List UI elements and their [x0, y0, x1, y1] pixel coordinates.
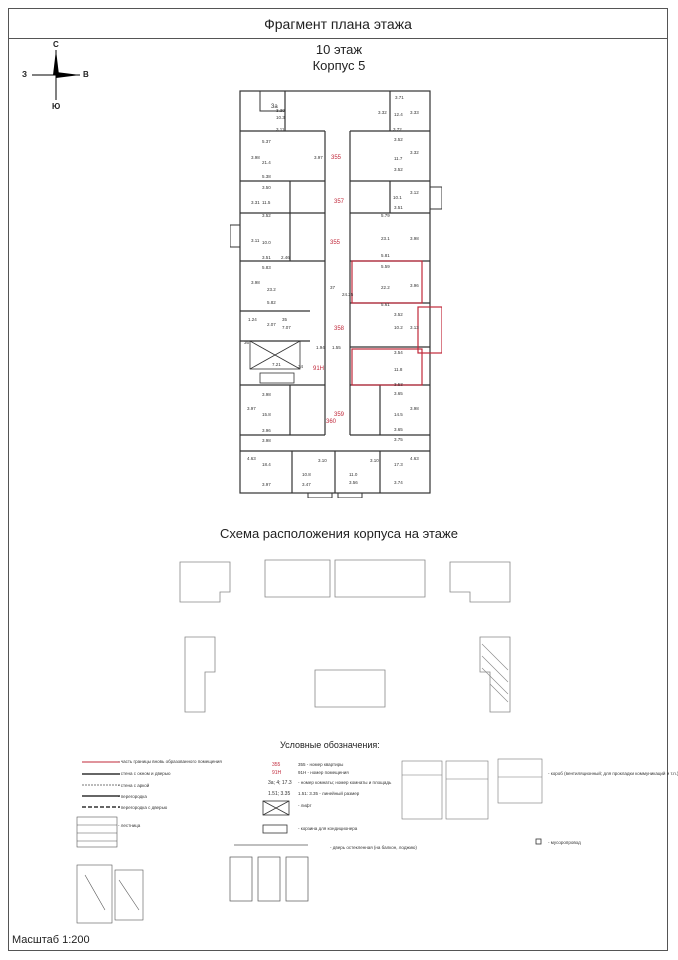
area-label: 12.4 [394, 112, 403, 117]
dim-label: 3.96 [410, 283, 419, 288]
legend-line-samples [82, 758, 122, 818]
dim-label: 7.21 [272, 362, 281, 367]
ac-basket-icon [262, 824, 292, 834]
dim-label: 3.71 [395, 95, 404, 100]
dim-label: 2.07 [267, 322, 276, 327]
area-label: 10.8 [302, 472, 311, 477]
dim-label: 3.51 [262, 255, 271, 260]
dim-label: 3.50 [262, 185, 271, 190]
dim-label: 4.63 [247, 456, 256, 461]
area-label: 10.2 [394, 325, 403, 330]
dim-label: 5.83 [262, 265, 271, 270]
dim-label: 1.94 [316, 345, 325, 350]
dim-label: 3.53 [394, 382, 403, 387]
legend-sample-premise: 91Н [272, 770, 282, 776]
dim-label: 3.74 [394, 480, 403, 485]
sheet-title: Фрагмент плана этажа [9, 9, 667, 39]
dim-label: 3.96 [262, 428, 271, 433]
legend-wall-window: - стена с окном и дверью [118, 771, 171, 776]
dim-label: 3.10 [318, 458, 327, 463]
dim-label: 3.10 [370, 458, 379, 463]
dim-label: 5.82 [267, 300, 276, 305]
area-label: 18.4 [262, 462, 271, 467]
legend-premise: 91Н - номер помещения [298, 770, 349, 775]
room-label: 34 [298, 364, 304, 369]
legend-dimension: 1.51: 3.35 - линейный размер [298, 791, 360, 796]
legend-glazed-door: - дверь остекленная (на балкон, лоджию) [330, 845, 417, 850]
legend-room: - номер комнаты; номер комнаты и площадь [298, 780, 392, 785]
legend-sample-room: 3а; 4; 17.3 [268, 780, 292, 786]
apartment-number: 355 [331, 155, 342, 161]
dim-label: 5.61 [381, 302, 390, 307]
dim-label: 3.31 [251, 200, 260, 205]
area-label: 15.8 [262, 412, 271, 417]
legend-title: Условные обозначения: [280, 740, 380, 750]
dim-label: 4.63 [410, 456, 419, 461]
dim-label: 3.65 [394, 391, 403, 396]
dim-label: 3.98 [410, 406, 419, 411]
area-label: 22.2 [381, 285, 390, 290]
dim-label: 1.24 [248, 317, 257, 322]
area-label: 7.07 [282, 325, 291, 330]
room-label: 37 [330, 285, 336, 290]
dim-label: 5.38 [262, 174, 271, 179]
dim-label: 3.65 [394, 427, 403, 432]
building-location-scheme [170, 552, 520, 727]
dim-label: 3.47 [302, 482, 311, 487]
dim-label: 3.52 [394, 312, 403, 317]
dim-label: 5.59 [381, 264, 390, 269]
area-label: 21.4 [262, 160, 271, 165]
apartment-number: 359 [334, 412, 345, 418]
area-label: 17.3 [394, 462, 403, 467]
dim-label: 3.97 [314, 155, 323, 160]
legend-duct: - короб (вентиляционный; для прокладки коммуникаций и т.п.) [548, 771, 678, 776]
legend-partition: - перегородка [118, 794, 147, 799]
dim-label: 3.13 [410, 325, 419, 330]
dim-label: 1.55 [332, 345, 341, 350]
dim-label: 3.12 [410, 190, 419, 195]
legend-glazed-door-samples [228, 843, 328, 903]
area-label: 14.5 [394, 412, 403, 417]
building-label: Корпус 5 [312, 58, 366, 73]
legend-lift: - лифт [298, 803, 312, 808]
apartment-number: 360 [326, 419, 337, 425]
legend-partition-door: - перегородка с дверью [118, 805, 168, 810]
balcony-label: 3а [271, 104, 278, 110]
dim-label: 2.46 [281, 255, 290, 260]
area-label: 11.0 [349, 472, 358, 477]
dim-label: 3.11 [276, 127, 285, 132]
legend-sample-dimension: 1.51; 3.35 [268, 791, 291, 797]
dim-label: 3.98 [262, 392, 271, 397]
apartment-number: 357 [334, 199, 345, 205]
compass-east: В [83, 70, 89, 79]
dim-label: 3.72 [393, 127, 402, 132]
dim-label: 3.97 [262, 482, 271, 487]
dim-label: 5.81 [381, 253, 390, 258]
dim-label: 3.32 [378, 110, 387, 115]
floor-label: 10 этаж [315, 42, 363, 57]
dim-label: 3.75 [394, 437, 403, 442]
dim-label: 3.11 [251, 238, 260, 243]
compass [22, 40, 90, 110]
area-label: 23.2 [267, 287, 276, 292]
dim-label: 3.98 [262, 438, 271, 443]
area-label: 23.1 [381, 236, 390, 241]
dim-label: 24.25 [342, 292, 354, 297]
compass-rose-icon [22, 40, 90, 110]
dim-label: 5.79 [381, 213, 390, 218]
legend-duct-samples [398, 755, 546, 825]
scheme-title: Схема расположения корпуса на этаже [220, 526, 458, 541]
legend-ac-basket: - корзина для кондиционера [298, 826, 358, 831]
dim-label: 3.98 [251, 155, 260, 160]
area-label: 10.3 [276, 115, 285, 120]
apartment-number: 355 [330, 240, 341, 246]
dim-label: 3.97 [247, 406, 256, 411]
dim-label: 3.98 [251, 280, 260, 285]
area-label: 10.0 [262, 240, 271, 245]
dim-label: 3.56 [349, 480, 358, 485]
dim-label: 3.54 [394, 350, 403, 355]
lift-icon [262, 800, 292, 816]
floor-plan [230, 85, 442, 498]
room-label: 36 [244, 340, 250, 345]
legend-sample-apartment: 355 [272, 762, 281, 768]
dim-label: 3.32 [410, 150, 419, 155]
room-label: 35 [282, 317, 288, 322]
legend-chute: - мусоропровод [548, 840, 581, 845]
chute-icon [535, 838, 543, 846]
premise-number: 91Н [313, 366, 325, 372]
legend-wall-arch: - стена с аркой [118, 783, 150, 788]
legend-stairs: - лестница [118, 823, 141, 828]
area-label: 11.8 [394, 367, 403, 372]
compass-south: Ю [52, 102, 61, 111]
dim-label: 5.37 [262, 139, 271, 144]
legend-stair-samples [75, 815, 147, 927]
scale-label: Масштаб 1:200 [12, 934, 90, 946]
dim-label: 3.52 [262, 213, 271, 218]
area-label: 11.5 [262, 200, 271, 205]
area-label: 10.1 [393, 195, 402, 200]
dim-label: 3.30 [276, 108, 285, 113]
area-label: 11.7 [394, 156, 403, 161]
legend-boundary: - часть границы вновь образованного помещения [118, 759, 222, 764]
compass-west: З [22, 70, 28, 79]
dim-label: 3.52 [394, 167, 403, 172]
compass-north: С [53, 40, 59, 49]
dim-label: 3.98 [410, 236, 419, 241]
legend-apartment: 355 - номер квартиры [298, 762, 344, 767]
apartment-number: 358 [334, 326, 345, 332]
dim-label: 3.33 [410, 110, 419, 115]
dim-label: 3.52 [394, 137, 403, 142]
dim-label: 3.51 [394, 205, 403, 210]
